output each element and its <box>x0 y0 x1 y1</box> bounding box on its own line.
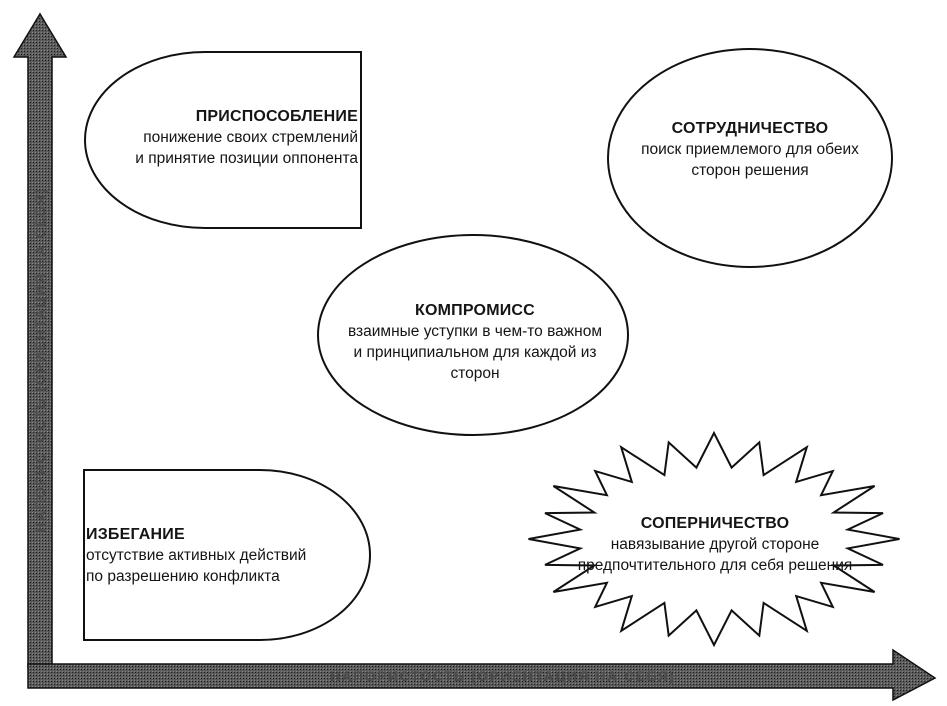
compromise-line-2: и принципиальном для каждой из <box>353 344 597 361</box>
accommodation-line-1: понижение своих стремлений <box>143 129 358 146</box>
competition-block <box>560 513 870 576</box>
accommodation-line-2: и принятие позиции оппонента <box>135 150 358 167</box>
collaboration-line-1: поиск приемлемого для обеих <box>641 141 859 158</box>
compromise-title: КОМПРОМИСС <box>415 302 535 319</box>
collaboration-title: СОТРУДНИЧЕСТВО <box>671 120 829 137</box>
collaboration-block <box>615 118 885 181</box>
avoidance-block <box>86 524 366 587</box>
accommodation-title: ПРИСПОСОБЛЕНИЕ <box>195 108 358 125</box>
accommodation-block <box>108 106 358 169</box>
collaboration-line-2: сторон решения <box>691 162 809 179</box>
avoidance-title: ИЗБЕГАНИЕ <box>86 526 185 543</box>
compromise-line-3: сторон <box>450 365 500 382</box>
vertical-axis-label: НАПОРИСТОСТЬ (ОРИЕНТАЦИЯ НА СЕБЯ) <box>32 187 48 533</box>
horizontal-axis-label: НАПОРИСТОСТЬ (ОРИЕНТАЦИЯ НА СЕБЯ) <box>330 668 676 684</box>
avoidance-line-2: по разрешению конфликта <box>86 568 280 585</box>
competition-line-2: предпочтительного для себя решения <box>577 557 853 574</box>
competition-title: СОПЕРНИЧЕСТВО <box>640 515 790 532</box>
avoidance-line-1: отсутствие активных действий <box>86 547 307 564</box>
compromise-block <box>330 300 620 384</box>
competition-line-1: навязывание другой стороне <box>610 536 820 553</box>
compromise-line-1: взаимные уступки в чем-то важном <box>347 323 602 340</box>
